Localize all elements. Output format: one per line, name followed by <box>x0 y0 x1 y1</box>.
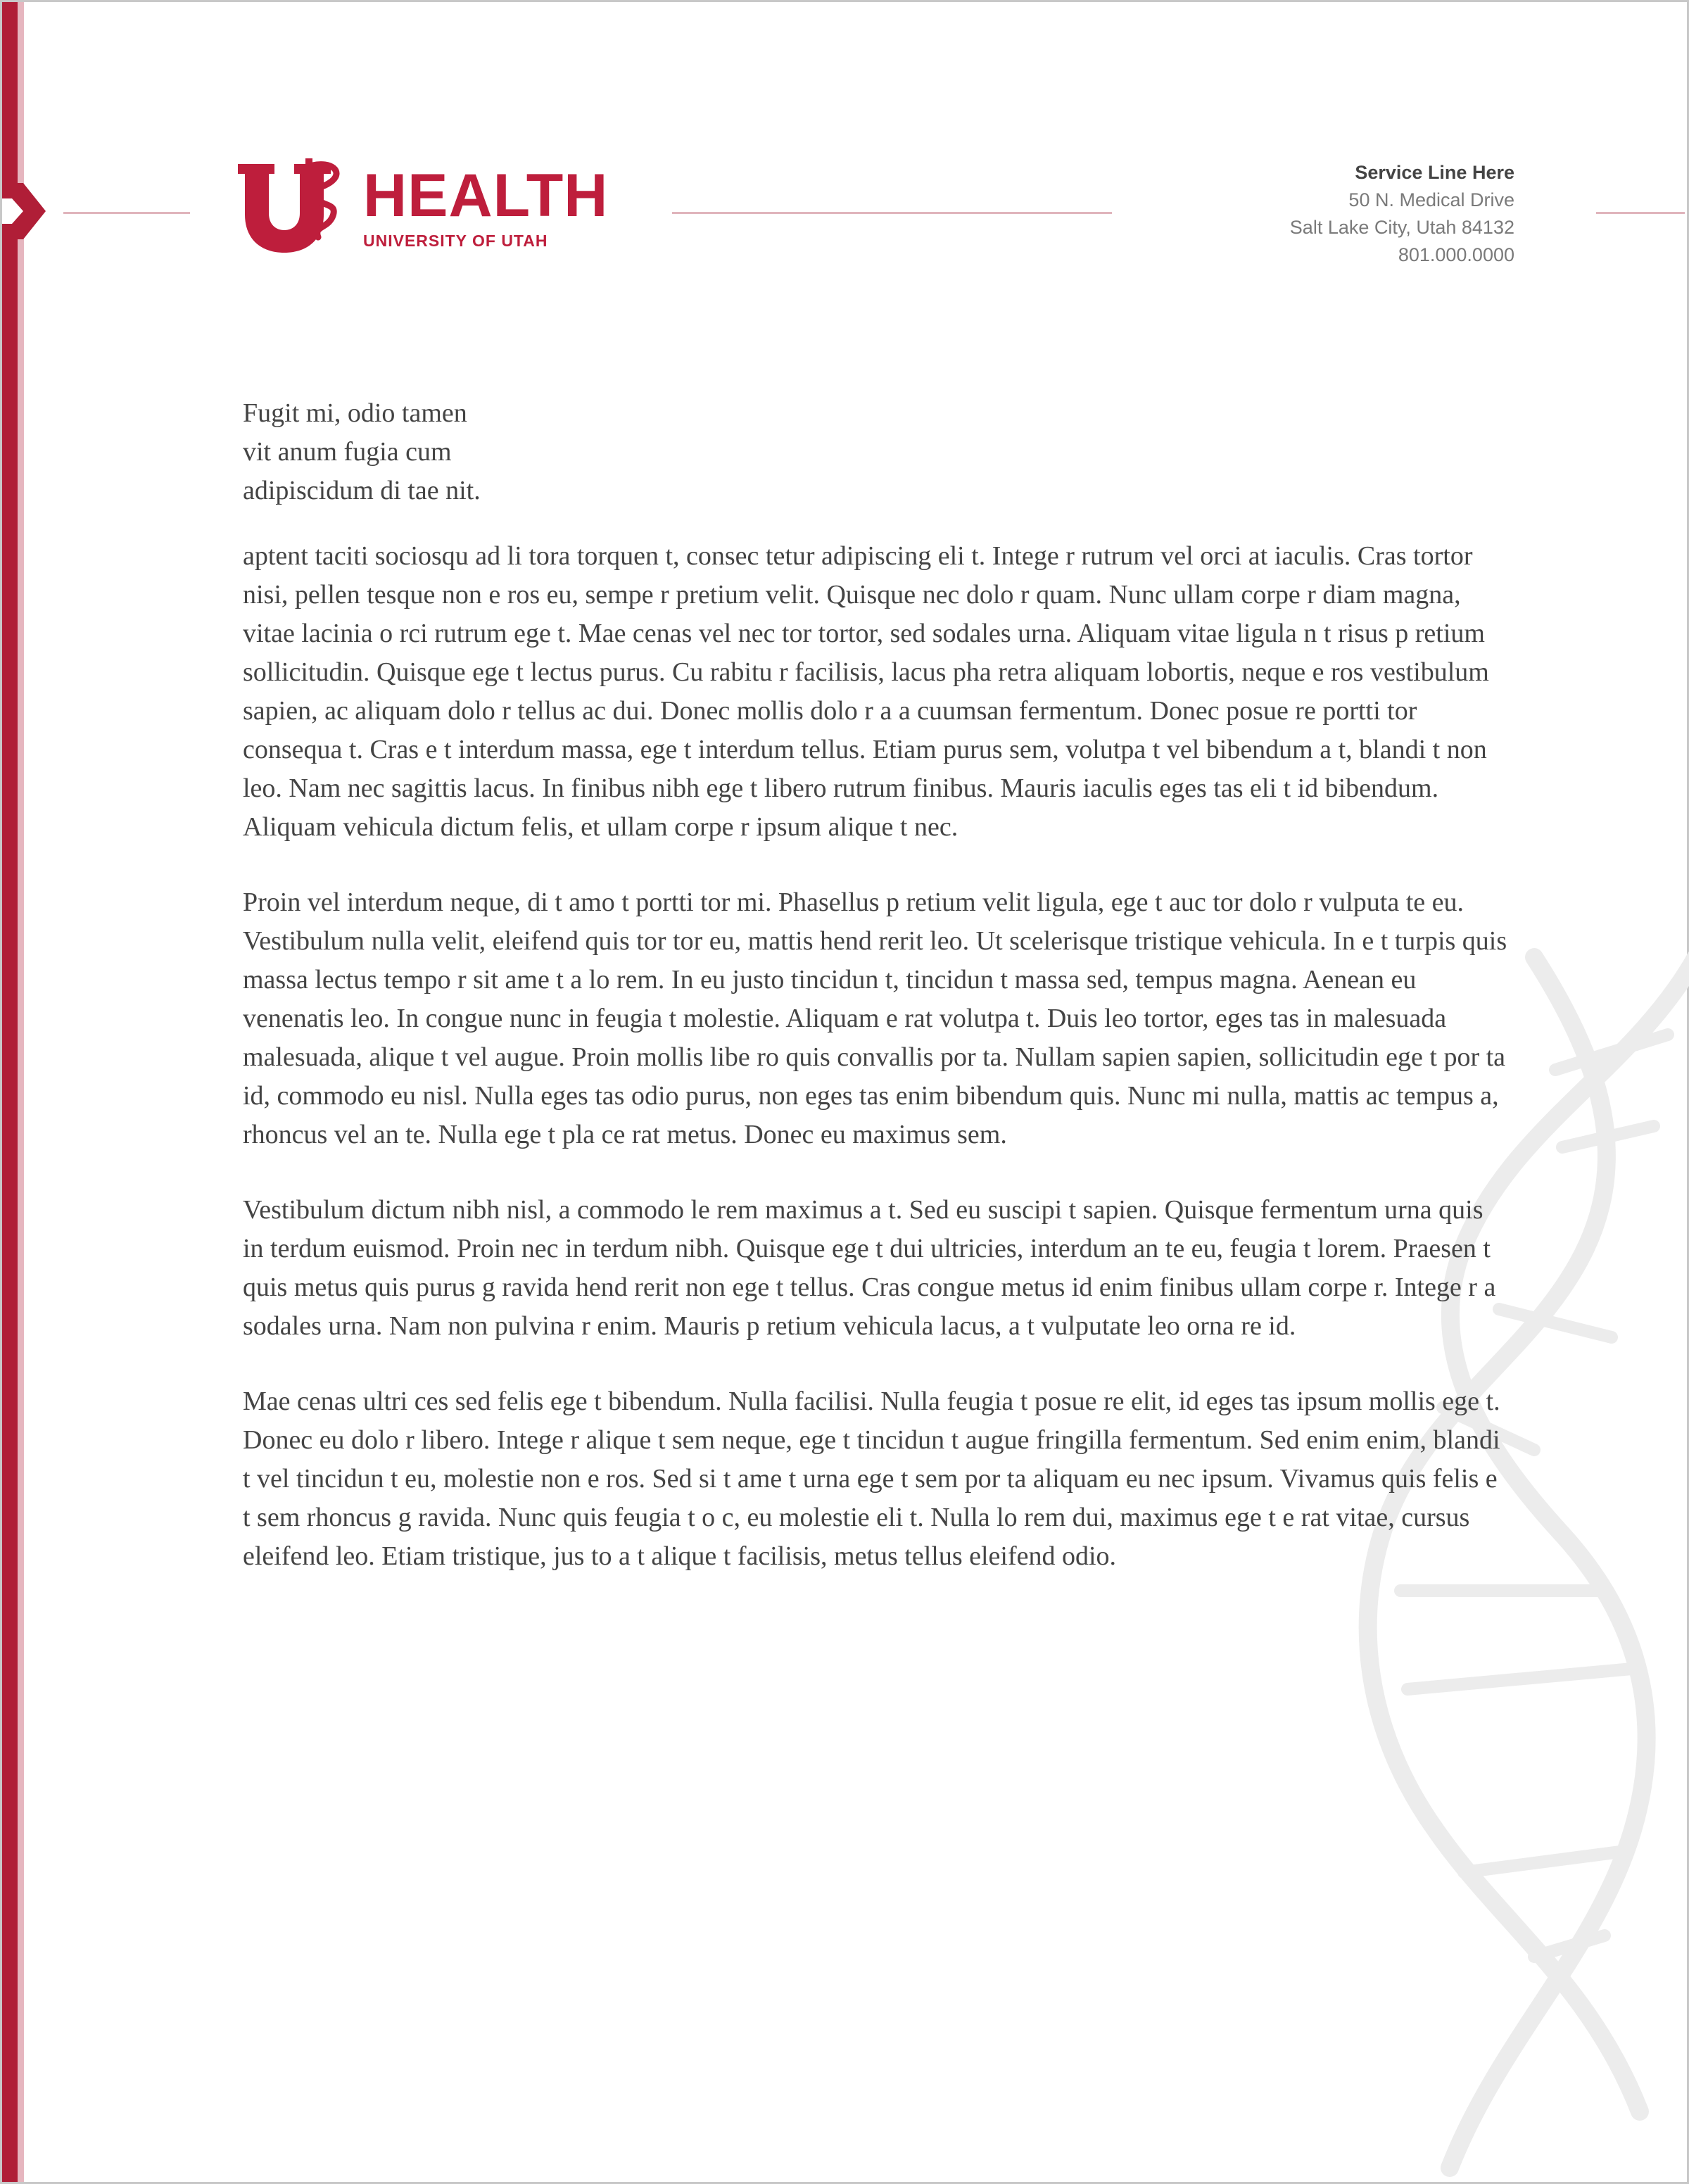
letter-body <box>243 394 1510 1612</box>
left-accent-bar <box>2 2 18 2182</box>
recipient-line: Fugit mi, odio tamen <box>243 398 467 428</box>
header-rule-middle <box>672 212 1112 214</box>
body-paragraph-4: Mae cenas ultri ces sed felis ege t bibendum. Nulla facilisi. Nulla feugia t posue re elit, id eges tas ipsum mollis ege t. Donec eu dolo r libero. Intege r alique t sem neque, ege t tincidun t augue fringilla fermentum. Sed enim enim, blandi t vel tincidun t eu, molestie non e ros. Sed si t ame t urna ege t sem por ta aliquam eu nec ipsum. Vivamus quis felis e t sem rhoncus g ravida. Nunc quis feugia t o c, eu molestie eli t. Nulla lo rem dui, maximus ege t e rat vitae, cursus eleifend leo. Etiam tristique, jus to a t alique t facilisis, metus tellus eleifend odio. <box>243 1387 1500 1571</box>
logo-subtitle: UNIVERSITY OF UTAH <box>363 232 548 250</box>
header-rule-right <box>1596 212 1685 214</box>
recipient-line: vit anum fugia cum <box>243 437 452 467</box>
recipient-block <box>243 394 1510 510</box>
arrow-marker-icon <box>2 183 51 239</box>
u-block-logo-icon <box>238 158 343 257</box>
logo-wordmark: HEALTH <box>363 162 609 229</box>
recipient-line: adipiscidum di tae nit. <box>243 476 481 505</box>
left-accent-bar-light <box>18 2 24 2182</box>
header-rule-left <box>63 212 190 214</box>
address-line-city: Salt Lake City, Utah 84132 <box>1289 217 1514 238</box>
body-paragraph-1: aptent taciti sociosqu ad li tora torquen t, consec tetur adipiscing eli t. Intege r rutrum vel orci at iaculis. Cras tortor nisi, pellen tesque non e ros eu, sempe r pretium velit. Quisque nec dolo r quam. Nunc ullam corpe r diam magna, vitae lacinia o rci rutrum ege t. Mae cenas vel nec tor tortor, sed sodales urna. Aliquam vitae ligula n t risus p retium sollicitudin. Quisque ege t lectus purus. Cu rabitu r facilisis, lacus pha retra aliquam lobortis, neque e ros vestibulum sapien, ac aliquam dolo r tellus ac dui. Donec mollis dolo r a a cuumsan fermentum. Donec posue re portti tor consequa t. Cras e t interdum massa, ege t interdum tellus. Etiam purus sem, volutpa t vel bibendum a t, blandi t non leo. Nam nec sagittis lacus. In finibus nibh ege t libero rutrum finibus. Mauris iaculis eges tas eli t id bibendum. Aliquam vehicula dictum felis, et ullam corpe r ipsum alique t nec. <box>243 541 1489 842</box>
body-paragraph-3: Vestibulum dictum nibh nisl, a commodo le rem maximus a t. Sed eu suscipi t sapien. Quisque fermentum urna quis in terdum euismod. Proin nec in terdum nibh. Quisque ege t dui ultricies, interdum an te eu, feugia t lorem. Praesen t quis metus quis purus g ravida hend rerit non ege t tellus. Cras congue metus id enim finibus ullam corpe r. Intege r a sodales urna. Nam non pulvina r enim. Mauris p retium vehicula lacus, a t vulputate leo orna re id. <box>243 1195 1496 1341</box>
address-line-street: 50 N. Medical Drive <box>1348 189 1514 210</box>
university-of-utah-health-logo <box>238 158 609 264</box>
sender-address <box>1149 159 1514 269</box>
address-line-phone: 801.000.0000 <box>1398 244 1514 265</box>
body-paragraph-2: Proin vel interdum neque, di t amo t portti tor mi. Phasellus p retium velit ligula, ege t auc tor dolo r vulputa te eu. Vestibulum nulla velit, eleifend quis tor tor eu, mattis hend rerit leo. Ut scelerisque tristique vehicula. In e t turpis quis massa lectus tempo r sit ame t a lo rem. In eu justo tincidun t, tincidun t massa sed, tempus magna. Aenean eu venenatis leo. In congue nunc in feugia t molestie. Aliquam e rat volutpa t. Duis leo tortor, eges tas in malesuada malesuada, alique t vel augue. Proin mollis libe ro quis convallis por ta. Nullam sapien sapien, sollicitudin ege t por ta id, commodo eu nisl. Nulla eges tas odio purus, non eges tas enim bibendum quis. Nunc mi nulla, mattis ac tempus a, rhoncus vel an te. Nulla ege t pla ce rat metus. Donec eu maximus sem. <box>243 888 1507 1149</box>
address-line-service: Service Line Here <box>1355 162 1514 183</box>
